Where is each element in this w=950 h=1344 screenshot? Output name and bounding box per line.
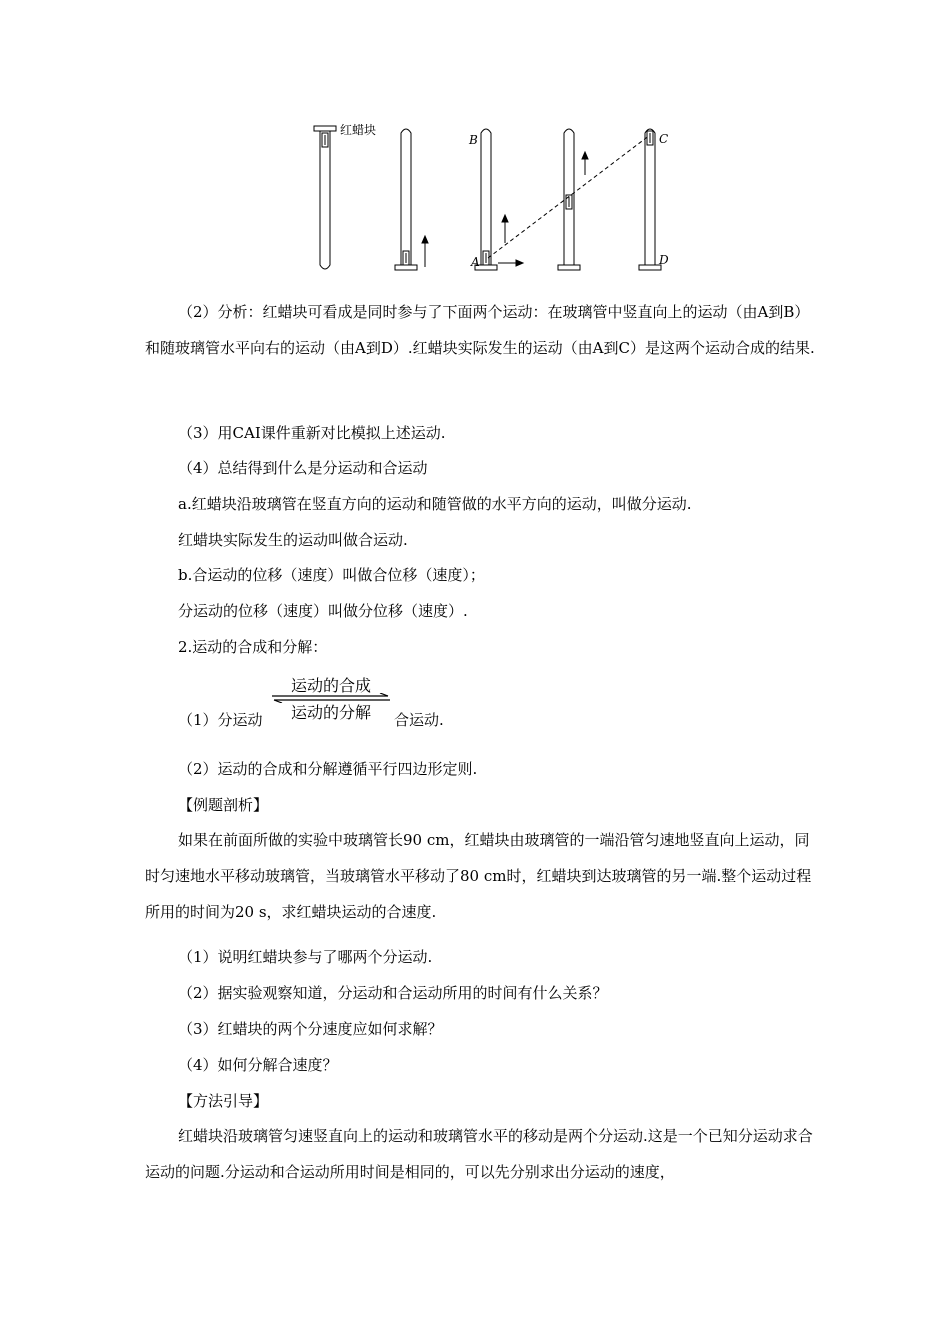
- wax-block-label: 红蜡块: [340, 123, 377, 137]
- question-1: （1）说明红蜡块参与了哪两个分运动.: [178, 948, 433, 966]
- formula-left: （1）分运动: [178, 711, 263, 729]
- up-arrow-icon: [582, 152, 588, 159]
- heading-example: 【例题剖析】: [178, 796, 269, 814]
- section-composition: 2.运动的合成和分解：: [178, 638, 328, 656]
- right-arrow-icon: [516, 260, 523, 266]
- definition-a2: 红蜡块实际发生的运动叫做合运动.: [178, 531, 408, 549]
- tube1: [320, 131, 330, 269]
- formula-right: 合运动.: [394, 711, 444, 729]
- up-arrow-icon: [502, 215, 508, 222]
- tube2-base: [395, 265, 417, 270]
- paragraph-cai: （3）用CAI课件重新对比模拟上述运动.: [178, 424, 446, 442]
- up-arrow-icon: [422, 236, 428, 243]
- tube1-stopper: [314, 126, 336, 131]
- composition-arrow: [272, 673, 390, 723]
- parallelogram-rule: （2）运动的合成和分解遵循平行四边形定则.: [178, 760, 478, 778]
- glass-tube-experiment-figure: [300, 115, 700, 290]
- definition-b: b.合运动的位移（速度）叫做合位移（速度）；: [178, 566, 485, 584]
- arrow-label-composition: 运动的合成: [290, 676, 371, 695]
- point-b-label: B: [469, 133, 478, 147]
- method-guidance: 红蜡块沿玻璃管匀速竖直向上的运动和玻璃管水平的移动是两个分运动.这是一个已知分运动求合运动的问题.分运动和合运动所用时间是相同的，可以先分别求出分运动的速度，: [145, 1127, 813, 1181]
- tube5: [645, 129, 655, 265]
- point-a-label: A: [471, 255, 480, 269]
- tube4-base: [558, 265, 580, 270]
- question-4: （4）如何分解合速度？: [178, 1056, 338, 1074]
- point-d-label: D: [659, 253, 669, 267]
- question-2: （2）据实验观察知道，分运动和合运动所用的时间有什么关系？: [178, 984, 608, 1002]
- definition-b2: 分运动的位移（速度）叫做分位移（速度）.: [178, 602, 468, 620]
- arrow-label-decomposition: 运动的分解: [290, 703, 371, 722]
- tube5-base: [639, 265, 661, 270]
- paragraph-summary: （4）总结得到什么是分运动和合运动: [178, 459, 428, 477]
- tube2: [401, 129, 411, 265]
- tube3: [481, 129, 491, 265]
- paragraph-analysis: （2）分析：红蜡块可看成是同时参与了下面两个运动：在玻璃管中竖直向上的运动（由A到B）和随玻璃管水平向右的运动（由A到D）.红蜡块实际发生的运动（由A到C）是这两个运动合成的结果.: [145, 303, 815, 357]
- resultant-path-dashed-line: [488, 135, 650, 258]
- heading-method: 【方法引导】: [178, 1092, 269, 1110]
- question-3: （3）红蜡块的两个分速度应如何求解？: [178, 1020, 443, 1038]
- point-c-label: C: [659, 132, 669, 146]
- example-problem: 如果在前面所做的实验中玻璃管长90 cm，红蜡块由玻璃管的一端沿管匀速地竖直向上运动，同时匀速地水平移动玻璃管，当玻璃管水平移动了80 cm时，红蜡块到达玻璃管的另一端.整个运动过程所用的时间为20 s，求红蜡块运动的合速度.: [145, 831, 812, 921]
- definition-a: a.红蜡块沿玻璃管在竖直方向的运动和随管做的水平方向的运动，叫做分运动.: [178, 495, 692, 513]
